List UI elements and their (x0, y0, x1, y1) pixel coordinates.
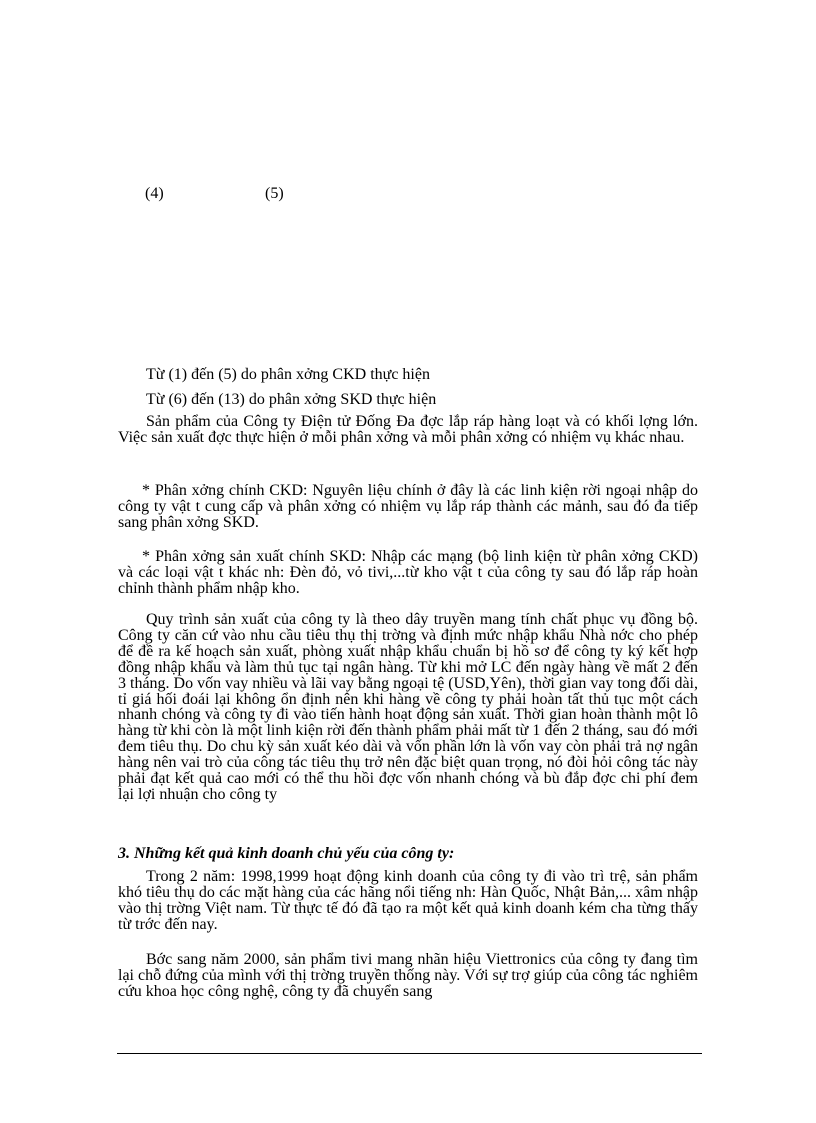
paragraph-production-overview: Sản phẩm của Công ty Điện tử Đống Đa đợc lắp ráp hàng loạt và có khối lợng lớn. Việc sản xuất đợc thực hiện ở mỗi phân xởng và mỗi phân xởng có nhiệm vụ khác nhau. (118, 413, 698, 446)
paragraph-ckd-workshop: * Phân xởng chính CKD: Nguyên liệu chính ở đây là các linh kiện rời ngoại nhập do công ty vật t cung cấp và phân xởng có nhiệm vụ lắp ráp thành các mảnh, sau đó đa tiếp sang phân xởng SKD. (118, 482, 698, 531)
paragraph-year-2000: Bớc sang năm 2000, sản phẩm tivi mang nhãn hiệu Viettronics của công ty đang tìm lại chỗ đứng của mình với thị trờng truyền thống này. Với sự trợ giúp của công tác nghiêm cứu khoa học công nghệ, công ty đã chuyển sang (118, 951, 698, 1000)
paragraph-production-process: Quy trình sản xuất của công ty là theo dây truyền mang tính chất phục vụ đồng bộ. Công ty căn cứ vào nhu cầu tiêu thụ thị trờng và định mức nhập khẩu Nhà nớc cho phép để đề ra kế hoạch sản xuất, phòng xuất nhập khẩu chuẩn bị hồ sơ để công ty ký kết hợp đồng nhập khẩu và làm thủ tục tại ngân hàng. Từ khi mở LC đến ngày hàng về mất 2 đến 3 tháng. Do vốn vay nhiều và lãi vay bằng ngoại tệ (USD,Yên), thời gian vay tong đối dài, tỉ giá hối đoái lại không ổn định nên khi hàng về công ty phải hoàn tất thủ tục một cách nhanh chóng và công ty đi vào tiến hành hoạt động sản xuất. Thời gian hoàn thành một lô hàng từ khi còn là một linh kiện rời đến thành phẩm phải mất từ 1 đến 2 tháng, sau đó mới đem tiêu thụ. Do chu kỳ sản xuất kéo dài và vốn phần lớn là vốn vay còn phải trả nợ ngân hàng nên vai trò của công tác tiêu thụ trở nên đặc biệt quan trọng, nó đòi hỏi công tác này phải đạt kết quả cao mới có thể thu hồi đợc vốn nhanh chóng và bù đắp đợc chi phí đem lại lợi nhuận cho công ty (118, 611, 698, 803)
footer-rule (117, 1053, 702, 1054)
diagram-label-4: (4) (145, 185, 164, 202)
skd-steps-line: Từ (6) đến (13) do phân xởng SKD thực hiện (146, 391, 437, 408)
ckd-steps-line: Từ (1) đến (5) do phân xởng CKD thực hiện (146, 366, 430, 383)
paragraph-business-results: Trong 2 năm: 1998,1999 hoạt động kinh doanh của công ty đi vào trì trệ, sản phẩm khó tiêu thụ do các mặt hàng của các hãng nổi tiếng nh: Hàn Quốc, Nhật Bản,... xâm nhập vào thị trờng Việt nam. Từ thực tế đó đã tạo ra một kết quả kinh doanh kém cha từng thấy từ trớc đến nay. (118, 868, 698, 933)
diagram-label-5: (5) (265, 185, 284, 202)
paragraph-skd-workshop: * Phân xởng sản xuất chính SKD: Nhập các mạng (bộ linh kiện từ phân xởng CKD) và các loại vật t khác nh: Đèn đỏ, vỏ tivi,...từ kho vật t của công ty sau đó lắp ráp hoàn chỉnh thành phẩm nhập kho. (118, 548, 698, 597)
section-heading: 3. Những kết quả kinh doanh chủ yếu của công ty: (118, 845, 455, 862)
